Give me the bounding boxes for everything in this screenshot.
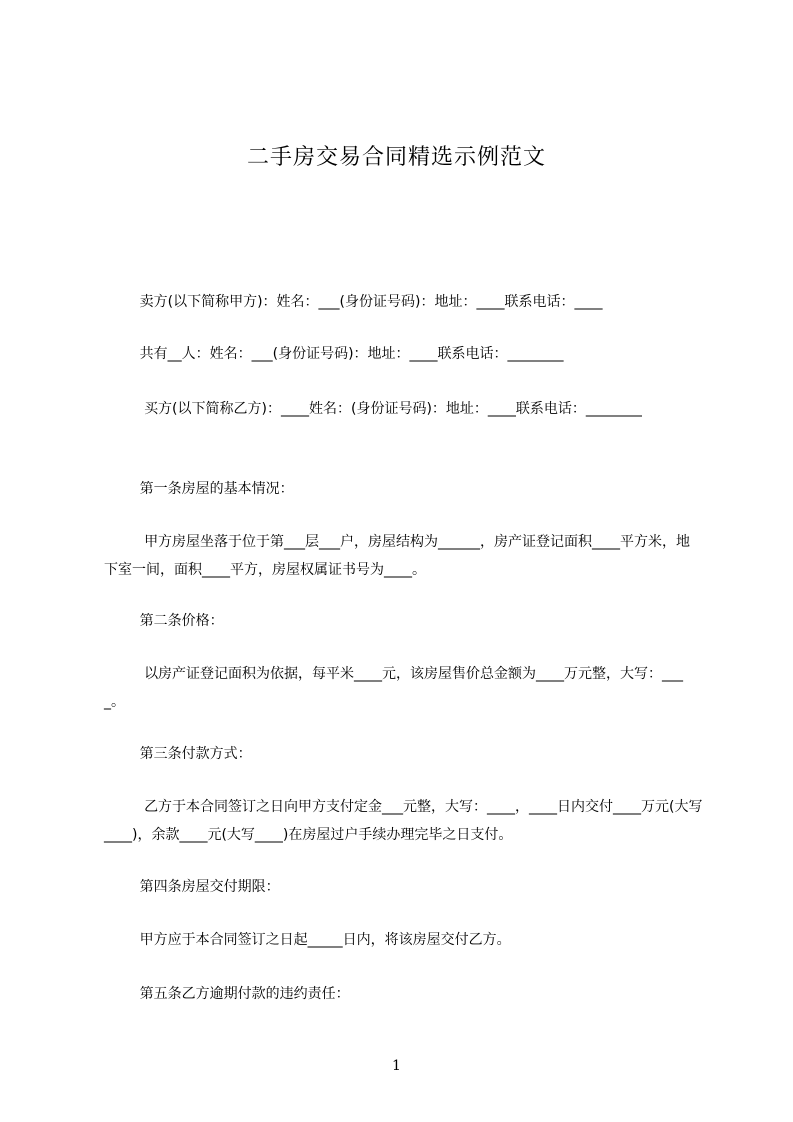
article-4-body: 甲方应于本合同签订之日起_____日内，将该房屋交付乙方。 — [104, 932, 511, 948]
article-2-heading: 第二条价格： — [104, 613, 224, 629]
co-owner-info-paragraph: 共有__人：姓名：___(身份证号码)：地址：____联系电话：________ — [104, 346, 564, 362]
article-3-body: 乙方于本合同签订之日向甲方支付定金___元整，大写：____，____日内交付____万元(大写____)，余款____元(大写____)在房屋过户手续办理完毕之日支付。 — [104, 799, 703, 843]
article-1-heading: 第一条房屋的基本情况： — [104, 481, 294, 497]
page-number: 1 — [392, 1058, 401, 1074]
seller-info-paragraph: 卖方(以下简称甲方)：姓名：___(身份证号码)：地址：____联系电话：____ — [104, 294, 603, 310]
article-3-heading: 第三条付款方式： — [104, 746, 252, 762]
article-1-body: 甲方房屋坐落于位于第___层___户，房屋结构为______，房产证登记面积____平方米，地下室一间，面积____平方，房屋权属证书号为____。 — [104, 534, 691, 578]
article-2-body: 以房产证登记面积为依据，每平米____元，该房屋售价总金额为____万元整，大写：____。 — [104, 666, 684, 710]
buyer-info-paragraph: 买方(以下简称乙方)：____姓名：(身份证号码)：地址：____联系电话：________ — [104, 401, 642, 417]
document-title: 二手房交易合同精选示例范文 — [246, 145, 546, 170]
article-5-heading: 第五条乙方逾期付款的违约责任： — [104, 986, 350, 1002]
article-4-heading: 第四条房屋交付期限： — [104, 879, 280, 895]
